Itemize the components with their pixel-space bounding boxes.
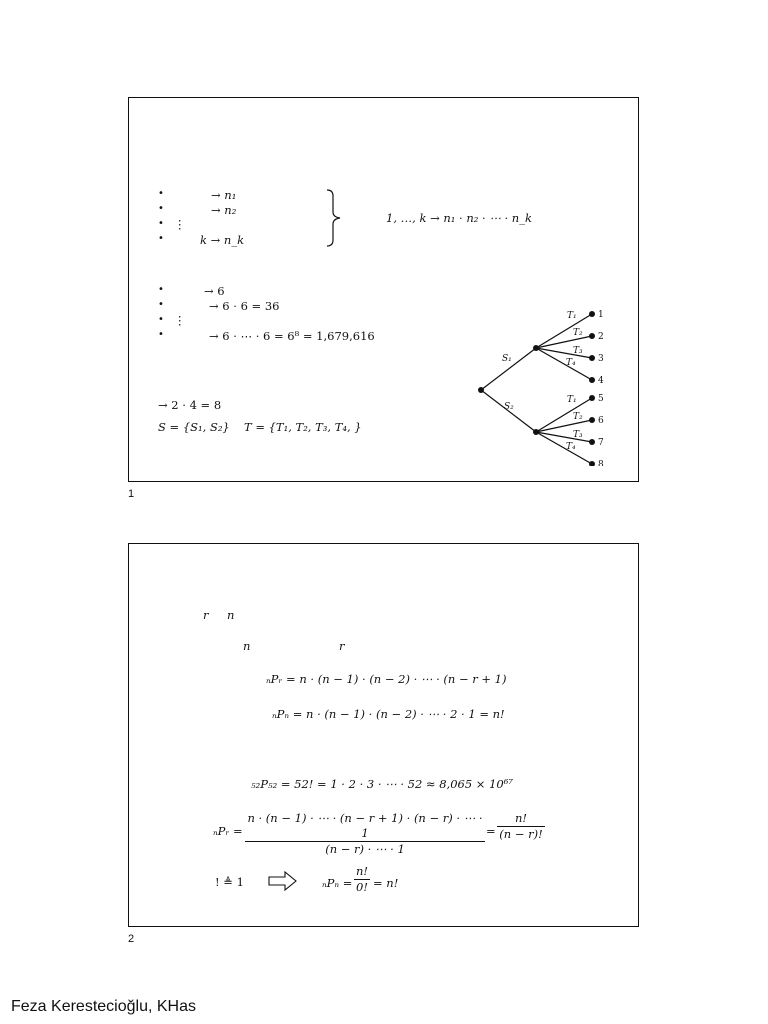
bullet-a-2: → n₂ [211, 203, 237, 217]
tree-leaf-node [589, 355, 595, 361]
tree-label-t3: T₃ [573, 346, 583, 356]
tree-leaf-label: 7 [598, 438, 604, 448]
ratio-lhs: ₙPᵣ = [213, 824, 243, 838]
curly-brace [325, 188, 347, 248]
bullet-dot: • [158, 299, 164, 310]
ratio-denominator: (n − r) · ⋯ · 1 [325, 842, 405, 856]
tree-leaf-node [589, 377, 595, 383]
bullet-dot: • [158, 218, 164, 229]
implies-arrow-icon [268, 871, 298, 891]
bullet-a-1: → n₁ [211, 188, 237, 202]
tree-leaf-label: 3 [598, 354, 604, 364]
ratio-numerator: n · (n − 1) · ⋯ · (n − r + 1) · (n − r) · ⋯ · 1 [245, 811, 485, 842]
zero-factorial-def: ! ≜ 1 [215, 875, 244, 889]
bullet-dot: • [158, 188, 164, 199]
final-denominator: 0! [356, 880, 368, 894]
tree-leaf-label: 4 [598, 376, 604, 386]
tree-leaf-node [589, 461, 595, 466]
set-s: S = {S₁, S₂} [158, 420, 230, 434]
tree-leaf-label: 2 [598, 332, 604, 342]
tree-leaf-node [589, 333, 595, 339]
bullet-dot: • [158, 203, 164, 214]
tree-leaf-label: 5 [598, 394, 604, 404]
ratio-denominator-2: (n − r)! [499, 827, 543, 841]
slide-1 [128, 97, 639, 482]
final-numerator: n! [356, 864, 369, 878]
footer-author: Feza Kerestecioğlu, KHas [11, 998, 196, 1015]
ratio-equals: = [486, 824, 496, 838]
final-lhs: ₙPₙ = [322, 876, 353, 890]
page-number-1: 1 [128, 488, 135, 500]
tree-label-s1: S₁ [502, 354, 512, 364]
bullet-dot: • [158, 284, 164, 295]
tree-label-t1b: T₁ [567, 395, 577, 405]
tree-label-t3b: T₃ [573, 430, 583, 440]
page-number-2: 2 [128, 933, 135, 945]
bullet-b-4: → 6 · ⋯ · 6 = 6⁸ = 1,679,616 [209, 329, 375, 343]
bullet-dot: • [158, 233, 164, 244]
ratio-fraction-2 [497, 811, 545, 842]
var-n-label-2: n [243, 639, 251, 653]
var-n-label: n [227, 608, 235, 622]
tree-leaf-node [589, 395, 595, 401]
bullet-dot: • [158, 329, 164, 340]
tree-label-t1: T₁ [567, 311, 577, 321]
final-fraction [354, 864, 370, 895]
bullet-dot: • [158, 314, 164, 325]
var-r-label: r [203, 608, 209, 622]
set-t: T = {T₁, T₂, T₃, T₄, } [244, 420, 362, 434]
bullet-a-3: ⋮ [174, 217, 186, 231]
example-line: → 2 · 4 = 8 [158, 398, 222, 412]
bullet-b-3: ⋮ [174, 313, 186, 327]
tree-node-s2 [533, 429, 539, 435]
tree-leaf-label: 6 [598, 416, 604, 426]
tree-root-node [478, 387, 484, 393]
ratio-fraction-1 [245, 811, 485, 857]
final-rhs: = n! [373, 876, 399, 890]
tree-label-t4b: T₄ [566, 442, 576, 452]
tree-diagram [474, 306, 614, 466]
equation-52p52: ₅₂P₅₂ = 52! = 1 · 2 · 3 · ⋯ · 52 ≈ 8,065 × 10⁶⁷ [251, 777, 513, 791]
equation-npn: ₙPₙ = n · (n − 1) · (n − 2) · ⋯ · 2 · 1 = n! [272, 707, 505, 721]
tree-label-s2: S₂ [504, 402, 514, 412]
slide-2 [128, 543, 639, 927]
bullet-b-1: → 6 [204, 284, 225, 298]
tree-leaf-label: 1 [598, 310, 604, 320]
tree-leaf-node [589, 439, 595, 445]
var-r-label-2: r [339, 639, 345, 653]
tree-leaf-node [589, 417, 595, 423]
brace-result: 1, …, k → n₁ · n₂ · ⋯ · n_k [386, 211, 532, 225]
tree-label-t2b: T₂ [573, 412, 583, 422]
tree-leaf-label: 8 [598, 460, 604, 466]
equation-npr: ₙPᵣ = n · (n − 1) · (n − 2) · ⋯ · (n − r + 1) [266, 672, 507, 686]
tree-label-t2: T₂ [573, 328, 583, 338]
bullet-b-2: → 6 · 6 = 36 [209, 299, 280, 313]
tree-label-t4: T₄ [566, 358, 576, 368]
bullet-a-4: k → n_k [200, 233, 245, 247]
tree-node-s1 [533, 345, 539, 351]
tree-leaf-node [589, 311, 595, 317]
ratio-numerator-2: n! [497, 811, 545, 827]
